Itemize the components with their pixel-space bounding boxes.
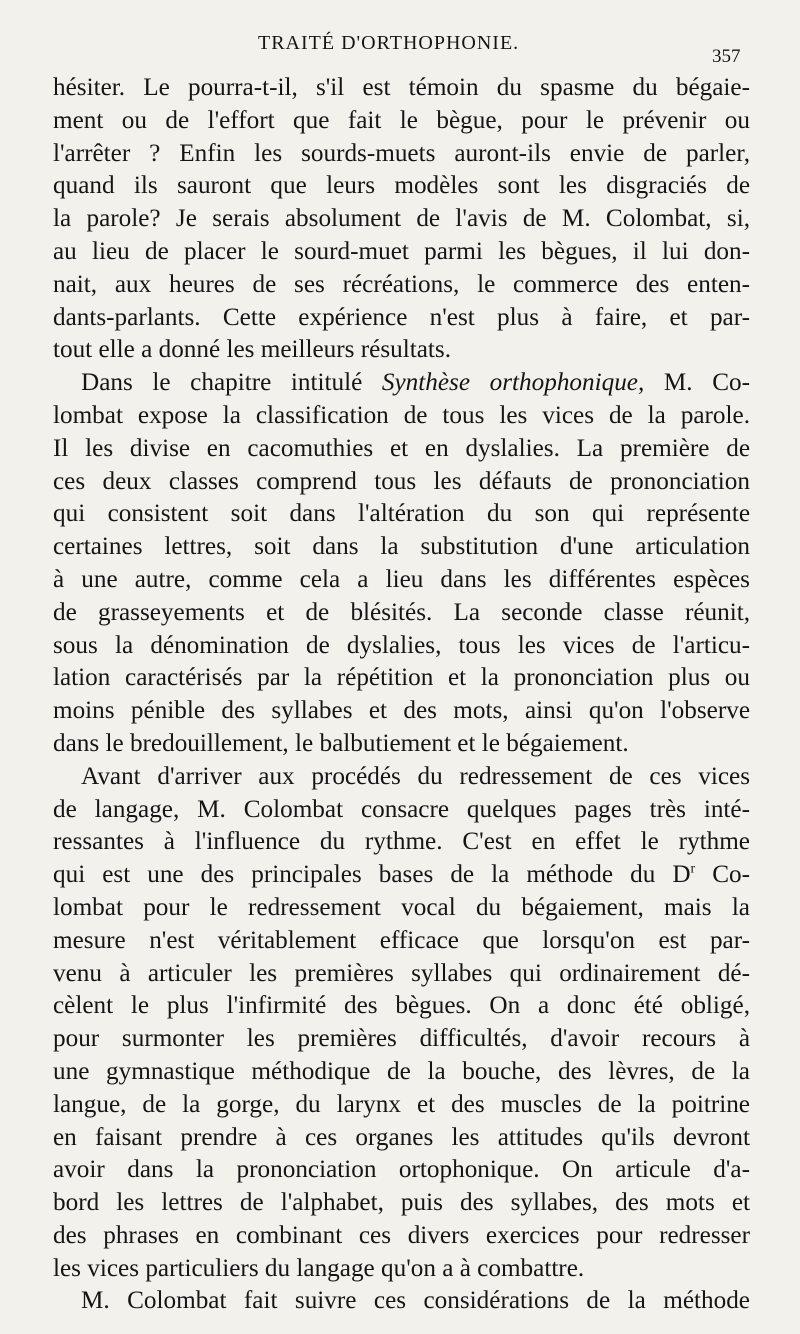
text-line: dants-parlants. Cette expérience n'est plus à faire, et par-: [53, 303, 750, 331]
text-line: hésiter. Le pourra-t-il, s'il est témoin du spasme du bégaie-: [53, 74, 750, 101]
text-line: bord les lettres de l'alphabet, puis des syllabes, des mots et: [53, 1189, 750, 1217]
text-line: M. Colombat fait suivre ces considérations de la méthode: [81, 1287, 750, 1315]
text-line: sous la dénomination de dyslalies, tous les vices de l'articu-: [53, 631, 750, 659]
text-line: l'arrêter ? Enfin les sourds-muets auront-ils envie de parler,: [53, 139, 750, 167]
text-line: des phrases en combinant ces divers exercices pour redresser: [53, 1221, 750, 1249]
text-segment: M. Co-: [663, 369, 750, 397]
paragraph: [53, 367, 750, 761]
text-line: Avant d'arriver aux procédés du redressement de ces vices: [81, 762, 750, 790]
text-line: en faisant prendre à ces organes les attitudes qu'ils devront: [53, 1123, 750, 1151]
text-line: [53, 367, 750, 400]
text-line: avoir dans la prononciation ortophonique. On articule d'a-: [53, 1156, 750, 1184]
page-header: [0, 22, 800, 67]
text-line: dans le bredouillement, le balbutiement et le bégaiement.: [53, 729, 629, 757]
text-line: langue, de la gorge, du larynx et des muscles de la poitrine: [53, 1090, 750, 1118]
text-line: moins pénible des syllabes et des mots, ainsi qu'on l'observe: [53, 697, 750, 725]
text-line: au lieu de placer le sourd-muet parmi les bègues, il lui don-: [53, 237, 750, 265]
text-line: nait, aux heures de ses récréations, le commerce des enten-: [53, 270, 750, 298]
superscript: r: [690, 861, 696, 877]
text-line: certaines lettres, soit dans la substitution d'une articulation: [53, 533, 750, 561]
text-line: tout elle a donné les meilleurs résultats.: [53, 336, 451, 364]
text-line: lombat expose la classification de tous les vices de la parole.: [53, 401, 750, 429]
text-segment: qui est une des principales bases de la méthode du D: [53, 861, 691, 889]
text-line: ces deux classes comprend tous les défauts de prononciation: [53, 467, 750, 495]
text-line: cèlent le plus l'infirmité des bègues. On a donc été obligé,: [53, 992, 750, 1020]
text-line: la parole? Je serais absolument de l'avis de M. Colombat, si,: [53, 205, 750, 233]
italic-title: Synthèse orthophonique,: [381, 369, 645, 397]
text-line: pour surmonter les premières difficultés, d'avoir recours à: [53, 1025, 750, 1053]
text-line: lation caractérisés par la répétition et la prononciation plus ou: [53, 664, 750, 692]
text-segment: Co-: [695, 861, 750, 889]
text-line: les vices particuliers du langage qu'on a à combattre.: [53, 1254, 585, 1282]
text-line: à une autre, comme cela a lieu dans les différentes espèces: [53, 565, 750, 593]
text-line: [53, 859, 750, 892]
text-line: qui consistent soit dans l'altération du son qui représente: [53, 500, 750, 528]
text-segment: Dans le chapitre intitulé: [81, 369, 363, 397]
text-line: venu à articuler les premières syllabes qui ordinairement dé-: [53, 959, 750, 987]
text-line: Il les divise en cacomuthies et en dyslalies. La première de: [53, 434, 750, 462]
paragraph: [53, 72, 750, 367]
text-line: de langage, M. Colombat consacre quelques pages très inté-: [53, 795, 750, 823]
paragraph: [53, 761, 750, 1286]
running-title: TRAITÉ D'ORTHOPHONIE.: [258, 32, 520, 54]
text-line: de grasseyements et de blésités. La seconde classe réunit,: [53, 598, 750, 626]
text-line: une gymnastique méthodique de la bouche, des lèvres, de la: [53, 1057, 750, 1085]
page-number: 357: [712, 46, 741, 67]
text-line: lombat pour le redressement vocal du bégaiement, mais la: [53, 893, 750, 921]
text-line: ressantes à l'influence du rythme. C'est en effet le rythme: [53, 828, 750, 856]
text-line: ment ou de l'effort que fait le bègue, pour le prévenir ou: [53, 106, 750, 134]
body-text: [53, 72, 750, 1318]
text-line: mesure n'est véritablement efficace que lorsqu'on est par-: [53, 926, 750, 954]
paragraph: [53, 1285, 750, 1318]
text-line: quand ils sauront que leurs modèles sont les disgraciés de: [53, 172, 750, 200]
